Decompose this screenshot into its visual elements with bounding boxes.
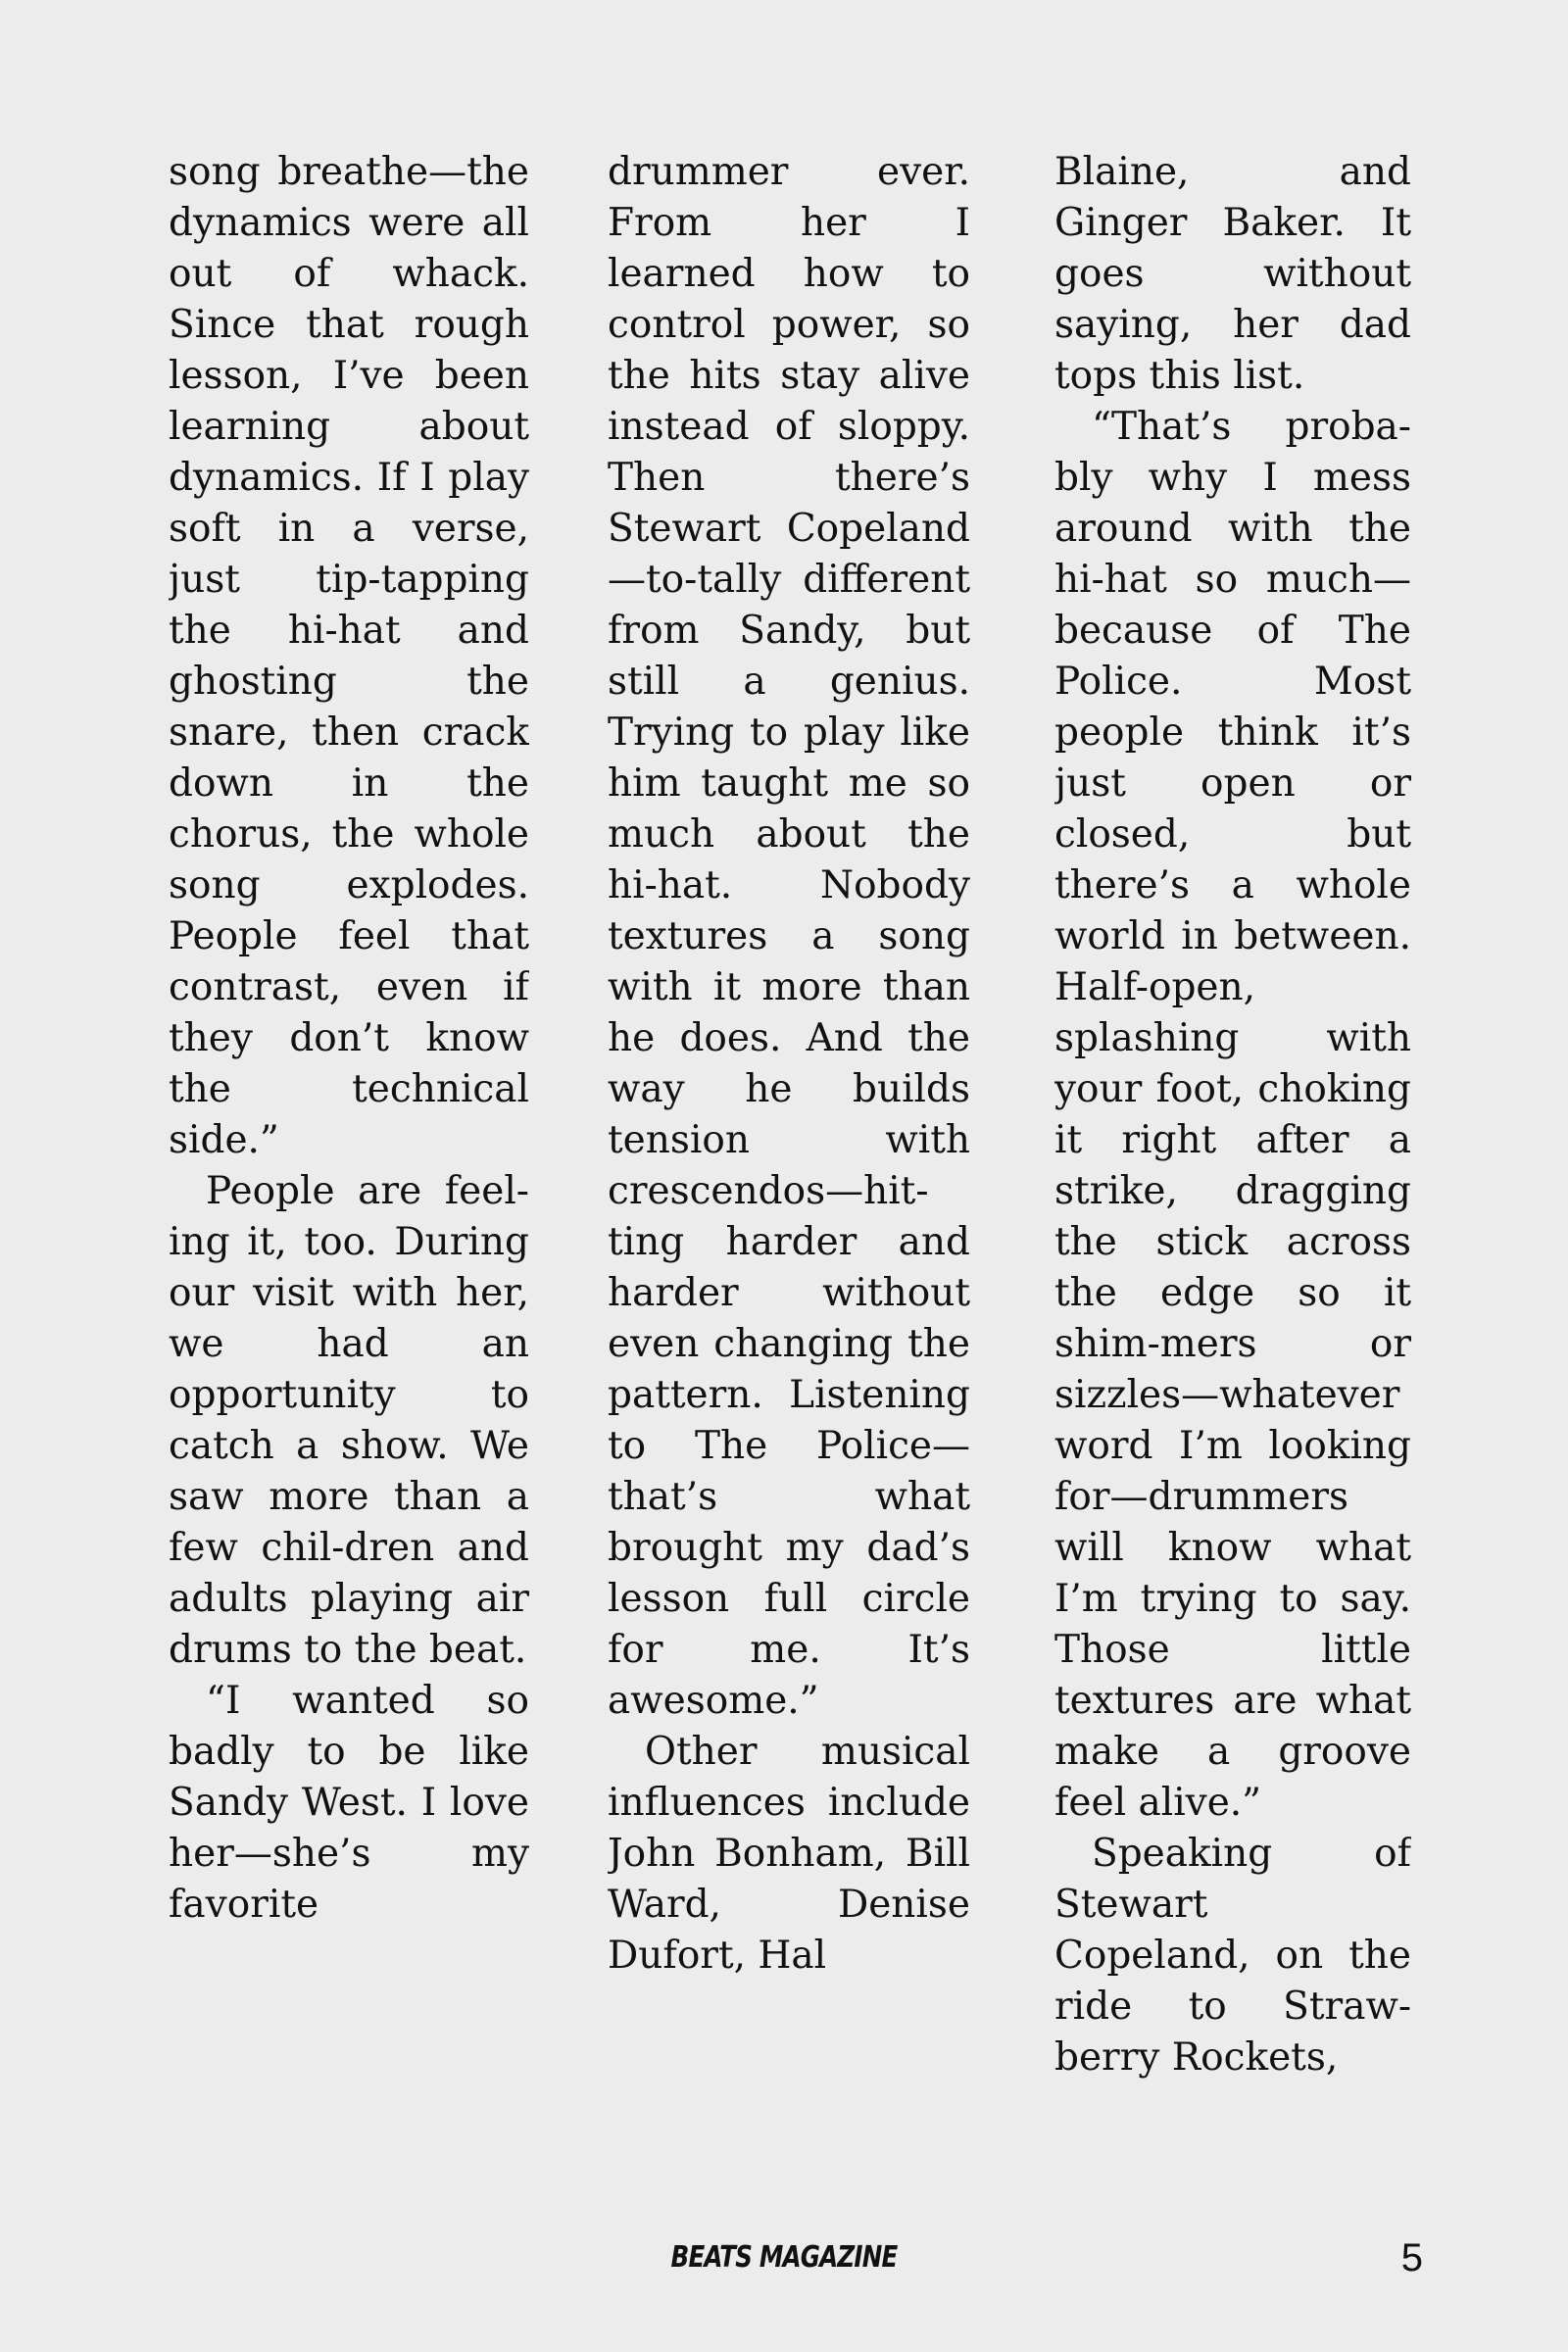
article-column-1 (169, 147, 529, 2146)
paragraph: drummer ever. From her I learned how to control power, so the hits stay alive instead of sloppy. Then there’s Stewart Copeland—to-tally different from Sandy, but still a genius. Trying to play like him taught me so much about the hi-hat. Nobody textures a song with it more than he does. And the way he builds tension with crescendos—hit-ting harder and harder without even changing the pattern. Listening to The Police—that’s what brought my dad’s lesson full circle for me. It’s awesome.” (608, 150, 970, 1723)
page-number: 5 (1400, 2236, 1423, 2279)
paragraph: song breathe—the dynamics were all out of whack. Since that rough lesson, I’ve been learning about dynamics. If I play soft in a verse, just tip-tapping the hi-hat and ghosting the snare, then crack down in the chorus, the whole song explodes. People feel that contrast, even if they don’t know the technical side.” (169, 150, 529, 1162)
paragraph: “I wanted so badly to be like Sandy West. I love her—she’s my favorite (169, 1679, 529, 1927)
article-column-3 (1054, 147, 1411, 2146)
magazine-logo: BEATS MAGAZINE (670, 2240, 898, 2275)
paragraph: People are feel-ing it, too. During our visit with her, we had an opportunity to catch a show. We saw more than a few chil-dren and adults playing air drums to the beat. (169, 1169, 529, 1672)
paragraph: Blaine, and Ginger Baker. It goes without saying, her dad tops this list. (1054, 150, 1411, 398)
article-column-2 (608, 147, 970, 2146)
paragraph: “That’s proba-bly why I mess around with the hi-hat so much—because of The Police. Most people think it’s just open or closed, but there’s a whole world in between. Half-open, splashing with your foot, choking it right after a strike, dragging the stick across the edge so it shim-mers or sizzles—whatever word I’m looking for—drummers will know what I’m trying to say. Those little textures are what make a groove feel alive.” (1054, 405, 1411, 1825)
paragraph: Other musical influences include John Bonham, Bill Ward, Denise Dufort, Hal (608, 1730, 970, 1978)
paragraph: Speaking of Stewart Copeland, on the ride to Straw-berry Rockets, (1054, 1832, 1411, 2080)
